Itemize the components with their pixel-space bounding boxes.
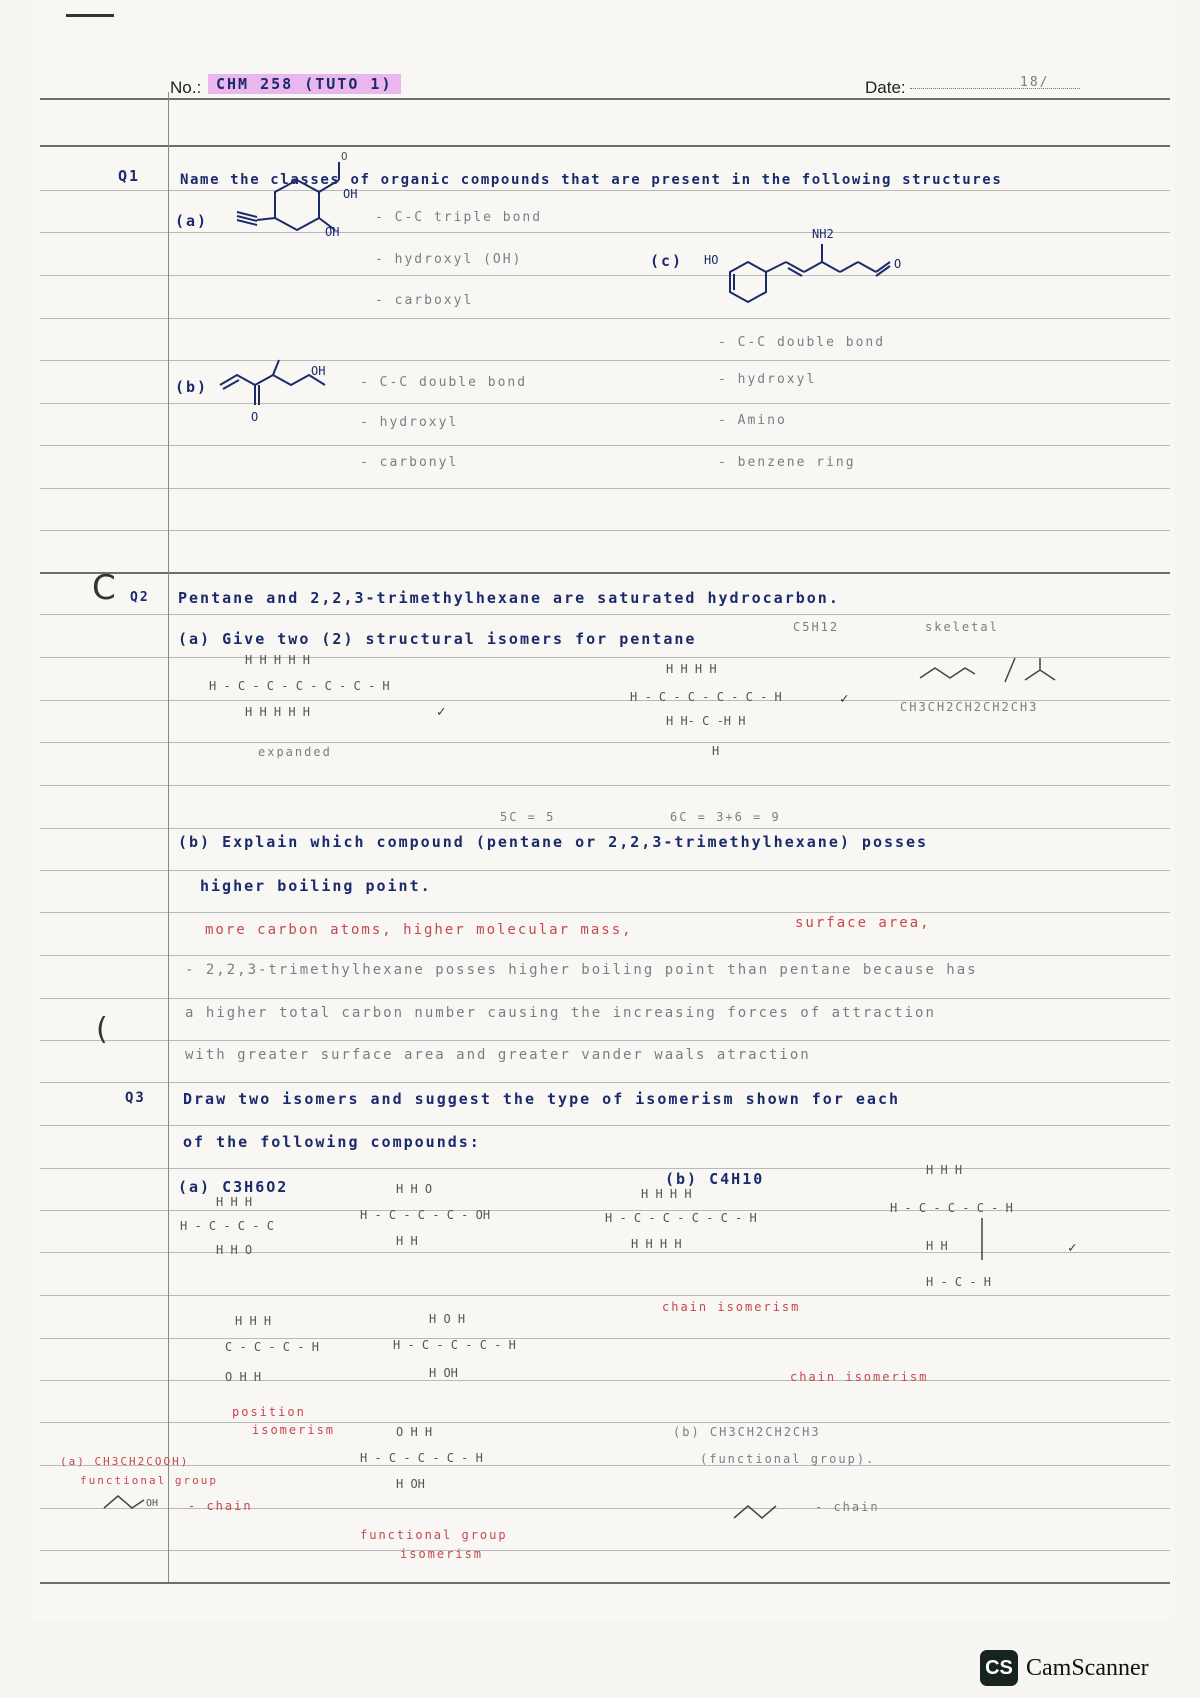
q3a-alt-2: functional group	[80, 1474, 218, 1487]
date-value: 18/	[1020, 75, 1050, 90]
q2a-formula-note: C5H12	[793, 620, 840, 634]
q2b-prompt2: higher boiling point.	[200, 877, 432, 895]
q1b-o: O	[251, 410, 259, 424]
q3a-label: (a) C3H6O2	[178, 1178, 289, 1196]
q1a-oh2: OH	[325, 225, 340, 239]
no-value-wrap	[208, 74, 401, 93]
q1c-o: O	[894, 257, 902, 271]
q3a-fg-label-2: isomerism	[400, 1547, 484, 1561]
camscanner-logo-icon: CS	[980, 1650, 1018, 1686]
q3a-alt-1: (a) CH3CH2COOH)	[60, 1455, 190, 1468]
svg-text:H - C - C - C - H: H - C - C - C - H	[890, 1201, 1013, 1215]
svg-text:H - C - C - C - H: H - C - C - C - H	[360, 1451, 483, 1465]
q1b-structure	[215, 355, 355, 435]
q2a-skeletal-note: skeletal	[925, 620, 999, 634]
q1a-o: O	[341, 150, 348, 163]
svg-text:H H H H H: H H H H H	[245, 653, 311, 667]
q3b-chain-1: chain isomerism	[662, 1300, 801, 1314]
q2a-skeletal	[915, 650, 1075, 690]
q2-number: Q2	[130, 590, 150, 605]
svg-text:H - C - C - C - OH: H - C - C - C - OH	[360, 1208, 491, 1222]
svg-text:H H: H H	[396, 1234, 418, 1248]
q3a-isomer-1	[180, 1190, 340, 1280]
q2a-condensed: CH3CH2CH2CH2CH3	[900, 700, 1039, 714]
q3a-isomer-4	[360, 1418, 520, 1498]
q1a-structure	[215, 150, 365, 270]
q1c-item-3: - Amino	[718, 413, 787, 428]
q1c-item-1: - C-C double bond	[718, 335, 886, 350]
q3a-skeletal-oh: OH	[146, 1498, 159, 1509]
q1a-item-3: - carboxyl	[375, 293, 474, 308]
q2a-expanded-label: expanded	[258, 745, 332, 759]
q2a-isomer-2	[630, 655, 870, 765]
q1-prompt: Name the classes of organic compounds that are present in the following structures	[180, 172, 1003, 188]
svg-text:H - C - C - C - C - H: H - C - C - C - C - H	[630, 690, 782, 704]
no-value: CHM 258 (TUTO 1)	[208, 74, 401, 94]
q3a-position-label-2: isomerism	[252, 1423, 336, 1437]
q1a-item-1: - C-C triple bond	[375, 210, 543, 225]
svg-text:C - C - C - H: C - C - C - H	[225, 1340, 319, 1354]
scan-mark	[66, 14, 114, 17]
q2a-prompt: (a) Give two (2) structural isomers for pentane	[178, 630, 697, 648]
q3-prompt-1: Draw two isomers and suggest the type of isomerism shown for each	[183, 1090, 900, 1108]
binder-mark-2: (	[96, 1012, 110, 1047]
svg-text:H H: H H	[926, 1239, 948, 1253]
q1b-item-2: - hydroxyl	[360, 415, 459, 430]
svg-text:H OH: H OH	[396, 1477, 425, 1491]
svg-text:H OH: H OH	[429, 1366, 458, 1380]
q1c-nh2: NH2	[812, 227, 834, 241]
svg-text:H - C - C - C: H - C - C - C	[180, 1219, 274, 1233]
q2b-red-note-2: surface area,	[795, 915, 931, 931]
notebook-paper	[30, 0, 1175, 1620]
svg-text:H H O: H H O	[396, 1182, 433, 1196]
svg-text:H H H H: H H H H	[631, 1237, 682, 1251]
svg-text:H - C - C - C - C - C - H: H - C - C - C - C - C - H	[209, 679, 390, 693]
binder-mark: C	[92, 568, 118, 608]
svg-text:H - C - C - C - C - H: H - C - C - C - C - H	[605, 1211, 757, 1225]
q1a-item-2: - hydroxyl (OH)	[375, 252, 523, 267]
q3b-chain-2: chain isomerism	[790, 1370, 929, 1384]
q1-number: Q1	[118, 167, 141, 185]
date-label: Date:	[865, 78, 906, 97]
svg-text:H H H: H H H	[235, 1314, 272, 1328]
svg-text:H H O: H H O	[216, 1243, 253, 1257]
camscanner-wordmark: CamScanner	[1026, 1655, 1149, 1681]
q3a-skeletal	[100, 1486, 170, 1516]
svg-text:H: H	[712, 744, 720, 758]
svg-text:✓: ✓	[1068, 1240, 1077, 1256]
q1c-structure	[690, 220, 930, 320]
q3b-isomer-2	[890, 1160, 1100, 1300]
q2b-red-note-1: more carbon atoms, higher molecular mass,	[205, 922, 633, 938]
svg-text:H H H H: H H H H	[666, 662, 717, 676]
q2b-answer-3: with greater surface area and greater vander waals atraction	[185, 1047, 811, 1063]
q3b-label: (b) C4H10	[665, 1170, 765, 1188]
q2b-count-left: 5C = 5	[500, 810, 556, 824]
q3b-condensed: (b) CH3CH2CH2CH3	[673, 1425, 821, 1439]
date-line	[910, 88, 1080, 89]
q1a-label: (a)	[175, 212, 209, 230]
q1b-item-1: - C-C double bond	[360, 375, 528, 390]
q3b-isomer-1	[605, 1182, 845, 1262]
svg-text:✓: ✓	[437, 704, 446, 720]
q3b-fg-note: (functional group).	[700, 1452, 876, 1466]
q2b-answer-1: - 2,2,3-trimethylhexane posses higher boiling point than pentane because has	[185, 962, 978, 978]
svg-text:H O H: H O H	[429, 1312, 466, 1326]
q1c-item-4: - benzene ring	[718, 455, 856, 470]
q1b-label: (b)	[175, 378, 209, 396]
margin-line	[168, 92, 169, 1582]
svg-text:H H- C -H H: H H- C -H H	[666, 714, 746, 728]
svg-text:H H H H: H H H H	[641, 1187, 692, 1201]
svg-text:H H H H H: H H H H H	[245, 705, 311, 719]
q1b-oh: OH	[311, 364, 326, 378]
q1c-item-2: - hydroxyl	[718, 372, 817, 387]
q3a-position-label-1: position	[232, 1405, 306, 1419]
q2-prompt: Pentane and 2,2,3-trimethylhexane are saturated hydrocarbon.	[178, 589, 840, 607]
svg-text:H H H: H H H	[216, 1195, 253, 1209]
q2b-prompt: (b) Explain which compound (pentane or 2,2,3-trimethylhexane) posses	[178, 833, 929, 851]
q3a-isomer-3	[225, 1305, 545, 1395]
q2b-answer-2: a higher total carbon number causing the increasing forces of attraction	[185, 1005, 936, 1021]
q2b-count-right: 6C = 3+6 = 9	[670, 810, 781, 824]
q3a-fg-label-1: functional group	[360, 1528, 508, 1542]
q1b-item-3: - carbonyl	[360, 455, 459, 470]
svg-text:H - C - C - C - H: H - C - C - C - H	[393, 1338, 516, 1352]
no-label: No.:	[170, 78, 202, 97]
svg-text:✓: ✓	[840, 691, 849, 707]
q3b-chain-note: - chain	[815, 1500, 880, 1514]
q1c-ho: HO	[704, 253, 719, 267]
q3a-isomer-2	[360, 1175, 530, 1255]
svg-text:H H H: H H H	[926, 1163, 963, 1177]
q3-number: Q3	[125, 1090, 146, 1106]
q3b-skeletal	[730, 1496, 790, 1526]
svg-text:O H H: O H H	[396, 1425, 433, 1439]
q2a-expanded-pentane	[205, 650, 465, 725]
q1c-label: (c)	[650, 252, 684, 270]
q1a-oh1: OH	[343, 187, 358, 201]
svg-text:H - C - H: H - C - H	[926, 1275, 992, 1289]
svg-text:O H H: O H H	[225, 1370, 262, 1384]
q3a-chain-note: - chain	[188, 1499, 253, 1513]
q3-prompt-2: of the following compounds:	[183, 1133, 481, 1151]
